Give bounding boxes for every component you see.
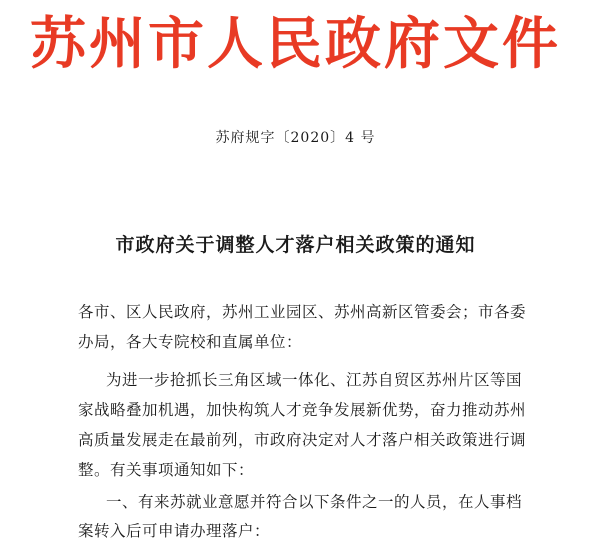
body-line: 家战略叠加机遇，加快构筑人才竞争发展新优势，奋力推动苏州 <box>78 401 527 419</box>
body-line: 整。有关事项通知如下： <box>78 461 255 479</box>
body-line: 办局，各大专院校和直属单位： <box>78 333 303 351</box>
body-line: 案转入后可申请办理落户： <box>78 522 271 540</box>
body-line: 高质量发展走在最前列，市政府决定对人才落户相关政策进行调 <box>78 431 527 449</box>
document-title: 市政府关于调整人才落户相关政策的通知 <box>115 234 476 256</box>
body-line: 各市、区人民政府，苏州工业园区、苏州高新区管委会；市各委 <box>78 303 527 321</box>
document-masthead: 苏州市人民政府文件 <box>30 11 561 77</box>
body-line: 为进一步抢抓长三角区域一体化、江苏自贸区苏州片区等国 <box>106 371 523 389</box>
body-line: 一、有来苏就业意愿并符合以下条件之一的人员，在人事档 <box>106 493 523 511</box>
document-number: 苏府规字〔2020〕4 号 <box>215 130 376 146</box>
